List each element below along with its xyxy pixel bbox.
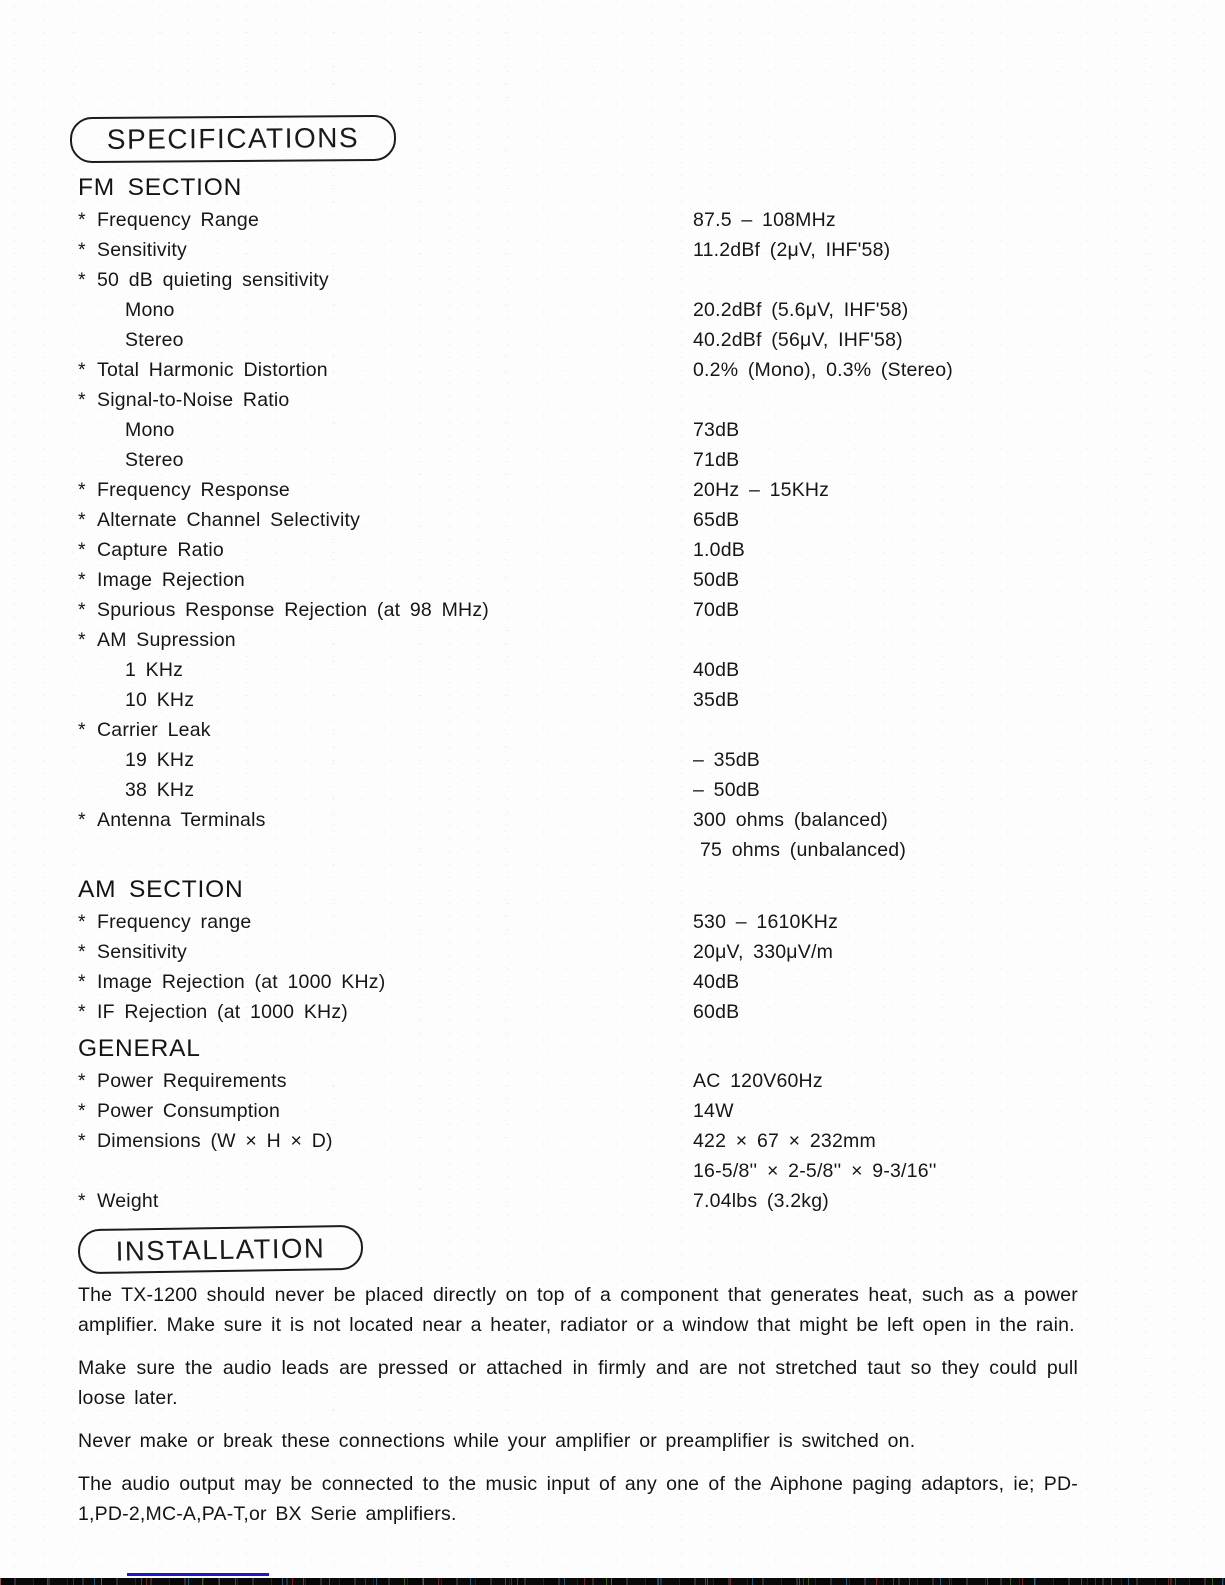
spec-value: 40dB [693, 659, 740, 681]
spec-row [78, 805, 1178, 835]
spec-label: Weight [97, 1190, 159, 1212]
spec-bullet: * [78, 1100, 86, 1122]
specifications-banner [70, 115, 396, 163]
spec-label: Alternate Channel Selectivity [97, 509, 361, 531]
scan-edge-band [0, 1578, 1225, 1585]
spec-label: 1 KHz [125, 659, 184, 681]
spec-label: 38 KHz [125, 779, 195, 801]
spec-row [78, 1096, 1178, 1126]
spec-row [78, 745, 1178, 775]
installation-banner-label: INSTALLATION [115, 1231, 326, 1267]
spec-row [78, 205, 1178, 235]
spec-row [78, 565, 1178, 595]
spec-bullet: * [78, 809, 86, 831]
spec-label: Spurious Response Rejection (at 98 MHz) [97, 599, 489, 621]
spec-bullet: * [78, 539, 86, 561]
installation-banner [78, 1225, 364, 1274]
spec-label: Total Harmonic Distortion [97, 359, 328, 381]
spec-bullet: * [78, 1001, 86, 1023]
spec-label: 19 KHz [125, 749, 195, 771]
spec-label: Mono [125, 419, 175, 441]
spec-bullet: * [78, 971, 86, 993]
spec-bullet: * [78, 629, 86, 651]
spec-bullet: * [78, 1190, 86, 1212]
spec-row [78, 355, 1178, 385]
section-heading: AM SECTION [78, 876, 244, 903]
footer-underline-mark [127, 1573, 269, 1576]
spec-value: 422 × 67 × 232mm [693, 1130, 876, 1152]
spec-label: Power Consumption [97, 1100, 280, 1122]
specifications-banner-label: SPECIFICATIONS [106, 122, 360, 155]
installation-paragraph: Make sure the audio leads are pressed or attached in firmly and are not stretched taut so they could pull loose later. [78, 1357, 1078, 1409]
spec-label: Stereo [125, 449, 184, 471]
section-rows [78, 205, 1178, 865]
spec-row [78, 625, 1178, 655]
installation-paragraph: Never make or break these connections while your amplifier or preamplifier is switched on. [78, 1430, 916, 1452]
spec-bullet: * [78, 509, 86, 531]
spec-row [78, 655, 1178, 685]
spec-row [78, 295, 1178, 325]
spec-bullet: * [78, 479, 86, 501]
spec-label: Mono [125, 299, 175, 321]
spec-label: Sensitivity [97, 239, 187, 261]
spec-row [78, 235, 1178, 265]
spec-row [78, 475, 1178, 505]
spec-bullet: * [78, 599, 86, 621]
spec-row [78, 325, 1178, 355]
spec-row [78, 937, 1178, 967]
spec-value: – 50dB [693, 779, 761, 801]
spec-value: 1.0dB [693, 539, 745, 561]
spec-value: 11.2dBf (2μV, IHF'58) [693, 239, 891, 261]
spec-bullet: * [78, 569, 86, 591]
spec-label: 50 dB quieting sensitivity [97, 269, 329, 291]
spec-bullet: * [78, 209, 86, 231]
spec-label: 10 KHz [125, 689, 195, 711]
section-rows [78, 907, 1178, 1027]
spec-value: 530 – 1610KHz [693, 911, 839, 933]
spec-value: 73dB [693, 419, 740, 441]
installation-paragraph: The TX-1200 should never be placed directly on top of a component that generates heat, such as a power amplifier. Make sure it is not located near a heater, radiator or a window that might be left open in the rain. [78, 1284, 1078, 1336]
spec-label: Image Rejection [97, 569, 245, 591]
spec-value: 300 ohms (balanced) [693, 809, 888, 831]
spec-value: 14W [693, 1100, 734, 1122]
spec-label: Frequency Response [97, 479, 290, 501]
spec-row [78, 907, 1178, 937]
installation-paragraphs [78, 1280, 1078, 1542]
spec-value: 7.04lbs (3.2kg) [693, 1190, 829, 1212]
spec-value: 20.2dBf (5.6μV, IHF'58) [693, 299, 909, 321]
spec-bullet: * [78, 359, 86, 381]
spec-label: IF Rejection (at 1000 KHz) [97, 1001, 348, 1023]
spec-label: Frequency range [97, 911, 252, 933]
spec-row [78, 265, 1178, 295]
spec-value: 20μV, 330μV/m [693, 941, 834, 963]
spec-sections [78, 170, 1178, 1216]
spec-row [78, 715, 1178, 745]
spec-bullet: * [78, 389, 86, 411]
spec-value: AC 120V60Hz [693, 1070, 823, 1092]
spec-label: Stereo [125, 329, 184, 351]
spec-label: Power Requirements [97, 1070, 287, 1092]
spec-row [78, 967, 1178, 997]
spec-value: 65dB [693, 509, 740, 531]
spec-bullet: * [78, 1130, 86, 1152]
spec-value: 50dB [693, 569, 740, 591]
spec-row [78, 385, 1178, 415]
spec-value: 0.2% (Mono), 0.3% (Stereo) [693, 359, 953, 381]
spec-bullet: * [78, 911, 86, 933]
spec-value: 40.2dBf (56μV, IHF'58) [693, 329, 903, 351]
spec-label: AM Supression [97, 629, 236, 651]
spec-value: 35dB [693, 689, 740, 711]
section-heading: FM SECTION [78, 174, 243, 201]
section-heading: GENERAL [78, 1035, 201, 1062]
spec-bullet: * [78, 239, 86, 261]
spec-value: 60dB [693, 1001, 740, 1023]
spec-row [78, 535, 1178, 565]
spec-row [78, 1066, 1178, 1096]
section-rows [78, 1066, 1178, 1216]
spec-row [78, 997, 1178, 1027]
spec-row [78, 595, 1178, 625]
spec-row [78, 445, 1178, 475]
spec-bullet: * [78, 719, 86, 741]
spec-label: Image Rejection (at 1000 KHz) [97, 971, 386, 993]
spec-section [78, 1031, 1178, 1216]
spec-label: Dimensions (W × H × D) [97, 1130, 333, 1152]
spec-value: – 35dB [693, 749, 761, 771]
spec-label: Carrier Leak [97, 719, 211, 741]
spec-section [78, 872, 1178, 1027]
spec-row [78, 415, 1178, 445]
spec-label: Signal-to-Noise Ratio [97, 389, 290, 411]
spec-value: 71dB [693, 449, 740, 471]
spec-bullet: * [78, 1070, 86, 1092]
spec-value: 16-5/8'' × 2-5/8'' × 9-3/16'' [693, 1160, 937, 1182]
spec-row [78, 1156, 1178, 1186]
spec-row [78, 1126, 1178, 1156]
spec-value: 70dB [693, 599, 740, 621]
spec-row [78, 835, 1178, 865]
spec-label: Capture Ratio [97, 539, 224, 561]
spec-row [78, 685, 1178, 715]
spec-bullet: * [78, 941, 86, 963]
spec-label: Antenna Terminals [97, 809, 266, 831]
spec-section [78, 170, 1178, 865]
installation-paragraph: The audio output may be connected to the music input of any one of the Aiphone paging adaptors, ie; PD-1,PD-2,MC-A,PA-T,or BX Serie amplifiers. [78, 1473, 1078, 1525]
spec-value: 40dB [693, 971, 740, 993]
spec-row [78, 775, 1178, 805]
spec-value: 87.5 – 108MHz [693, 209, 836, 231]
spec-row [78, 505, 1178, 535]
spec-label: Sensitivity [97, 941, 187, 963]
spec-row [78, 1186, 1178, 1216]
spec-value: 20Hz – 15KHz [693, 479, 830, 501]
spec-bullet: * [78, 269, 86, 291]
spec-value: 75 ohms (unbalanced) [700, 839, 907, 861]
spec-label: Frequency Range [97, 209, 260, 231]
